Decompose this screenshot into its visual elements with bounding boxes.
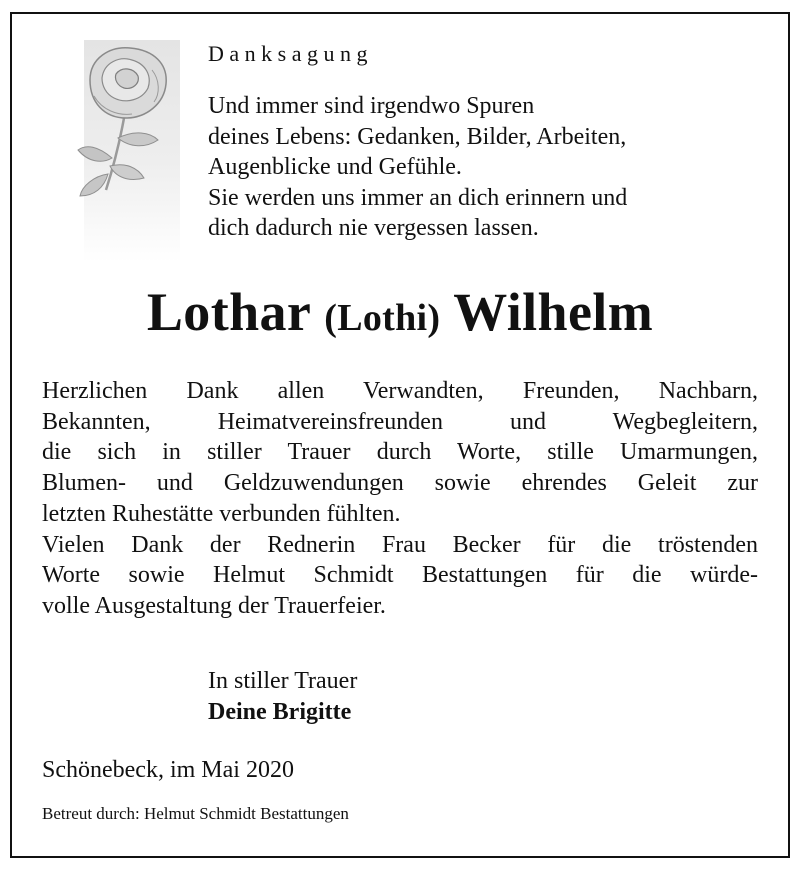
mourning-block (208, 666, 357, 728)
poem-line: Augenblicke und Gefühle. (208, 154, 462, 180)
thanks-line: Herzlichen Dank allen Verwandten, Freunden, Nachbarn, (42, 378, 758, 404)
nickname: (Lothi) (324, 297, 441, 339)
rose-icon (72, 40, 182, 262)
thanks-line: Bekannten, Heimatvereinsfreunden und Wegbegleitern, (42, 408, 758, 435)
place-date: Schönebeck, im Mai 2020 (42, 757, 294, 783)
thanks-line: Worte sowie Helmut Schmidt Bestattungen für die würde- (42, 562, 758, 589)
memorial-poem (208, 91, 627, 244)
poem-line: Sie werden uns immer an dich erinnern und (208, 184, 628, 211)
poem-line: Und immer sind irgendwo Spuren (208, 93, 535, 119)
thanks-line: die sich in stiller Trauer durch Worte, stille Umarmungen, (42, 439, 758, 466)
thanks-line: volle Ausgestaltung der Trauerfeier. (42, 592, 386, 619)
thanks-line: Blumen- und Geldzuwendungen sowie ehrendes Geleit zur (42, 470, 758, 497)
thanks-text (42, 376, 758, 622)
first-name: Lothar (146, 282, 311, 342)
signature: Deine Brigitte (208, 699, 352, 725)
mourning-line: In stiller Trauer (208, 668, 358, 694)
thanks-line: letzten Ruhestätte verbunden fühlten. (42, 500, 401, 527)
last-name: Wilhelm (453, 282, 654, 342)
funeral-home-note: Betreut durch: Helmut Schmidt Bestattungen (42, 804, 349, 823)
thanks-line: Vielen Dank der Rednerin Frau Becker für die tröstenden (42, 531, 758, 558)
poem-line: dich dadurch nie vergessen lassen. (208, 215, 539, 241)
deceased-name (0, 278, 800, 352)
notice-heading: Danksagung (208, 41, 373, 66)
poem-line: deines Lebens: Gedanken, Bilder, Arbeiten, (208, 123, 627, 150)
